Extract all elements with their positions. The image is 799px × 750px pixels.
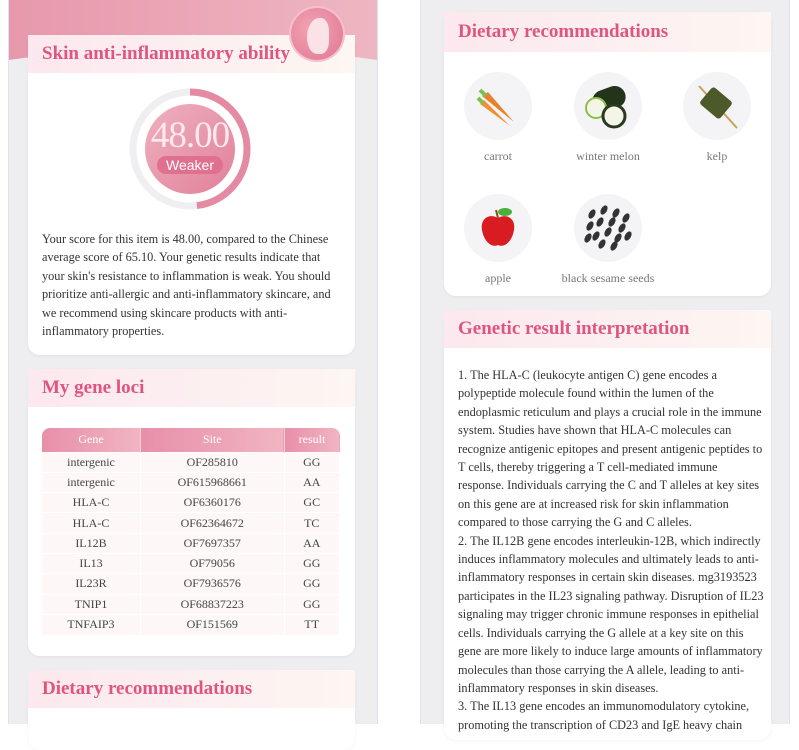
kelp-icon (683, 72, 751, 140)
food-item (448, 194, 548, 286)
dietary-card (444, 12, 771, 296)
table-cell: IL23R (42, 574, 140, 594)
table-cell: OF151569 (140, 614, 284, 634)
card-title: Dietary recommendations (28, 670, 355, 708)
table-row (42, 594, 340, 614)
gene-loci-card (28, 369, 355, 656)
card-title: Genetic result interpretation (444, 310, 771, 348)
table-cell: OF285810 (140, 452, 284, 472)
table-row (42, 513, 340, 533)
column-header: Gene (42, 428, 140, 452)
gene-loci-table (42, 428, 340, 635)
table-cell: HLA-C (42, 493, 140, 513)
table-cell: intergenic (42, 472, 140, 492)
table-cell: OF7697357 (140, 533, 284, 553)
food-item (448, 72, 548, 164)
skin-score-card (28, 35, 355, 355)
table-row (42, 574, 340, 594)
table-row (42, 553, 340, 573)
score-level: Weaker (157, 156, 223, 174)
table-cell: TNIP1 (42, 594, 140, 614)
card-title: Dietary recommendations (444, 12, 771, 52)
table-cell: IL12B (42, 533, 140, 553)
carrot-icon (464, 72, 532, 140)
table-row (42, 493, 340, 513)
right-phone-screen (420, 0, 790, 732)
food-label: winter melon (576, 149, 640, 163)
column-header: result (284, 428, 339, 452)
score-description: Your score for this item is 48.00, compared to the Chinese average score of 65.10. Your genetic results indicate that your skin's resistance to inflammation is weak. You should prioritize anti-allergic and anti-inflammatory skincare, and we recommend using skincare products with anti-inflammatory properties. (42, 232, 331, 339)
table-cell: TT (284, 614, 339, 634)
table-cell: OF6360176 (140, 493, 284, 513)
table-cell: AA (284, 533, 339, 553)
left-phone-screen (8, 0, 378, 724)
table-cell: GG (284, 594, 339, 614)
food-label: kelp (706, 149, 728, 163)
table-cell: HLA-C (42, 513, 140, 533)
table-cell: OF79056 (140, 553, 284, 573)
food-label: carrot (484, 149, 512, 163)
table-cell: GC (284, 493, 339, 513)
table-cell: intergenic (42, 452, 140, 472)
table-cell: IL13 (42, 553, 140, 573)
table-cell: TNFAIP3 (42, 614, 140, 634)
food-item (558, 194, 658, 286)
score-value: 48.00 (150, 115, 230, 156)
table-row (42, 452, 340, 472)
table-cell: GG (284, 553, 339, 573)
food-item (667, 72, 767, 164)
table-cell: OF62364672 (140, 513, 284, 533)
table-cell: AA (284, 472, 339, 492)
dietary-card-left (28, 670, 355, 750)
table-cell: TC (284, 513, 339, 533)
card-title: My gene loci (28, 369, 355, 407)
table-cell: OF7936576 (140, 574, 284, 594)
food-item (558, 72, 658, 164)
table-cell: OF68837223 (140, 594, 284, 614)
table-row (42, 472, 340, 492)
table-cell: GG (284, 452, 339, 472)
table-row (42, 533, 340, 553)
apple-icon (464, 194, 532, 262)
sesame-icon (574, 194, 642, 262)
table-row (42, 614, 340, 634)
interpretation-text: 1. The HLA-C (leukocyte antigen C) gene encodes a polypeptide molecule found within the lumen of the endoplasmic reticulum and plays a crucial role in the immune system. Studies have shown that HLA-C molecules can recognize antigenic epitopes and present antigenic peptides to T cells, thereby triggering a T cell-mediated immune response. Individuals carrying the C and T alleles at key sites on this gene are at increased risk for skin inflammation compared to those carrying the G and C alleles. 2. The IL12B gene encodes interleukin-12B, which indirectly induces inflammatory molecules and ultimately leads to anti-inflammatory responses in certain skin diseases. mg3193523 participates in the IL23 signaling pathway. Disruption of IL23 signaling may trigger chronic immune responses in epithelial cells. Individuals carrying the G allele at a key site on this gene are more likely to induce large amounts of inflammatory molecules than those carrying the A allele, leading to anti-inflammatory responses in skin diseases. 3. The IL13 gene encodes an immunomodulatory cytokine, promoting the transcription of CD23 and IgE heavy chain (458, 368, 764, 732)
food-label: black sesame seeds (561, 271, 655, 285)
table-cell: GG (284, 574, 339, 594)
woman-profile-icon (291, 8, 343, 60)
table-cell: OF615968661 (140, 472, 284, 492)
score-badge (145, 104, 235, 194)
food-label: apple (485, 271, 511, 285)
interpretation-card (444, 310, 771, 740)
winter-melon-icon (574, 72, 642, 140)
column-header: Site (140, 428, 284, 452)
card-title: Skin anti-inflammatory ability (28, 35, 355, 73)
